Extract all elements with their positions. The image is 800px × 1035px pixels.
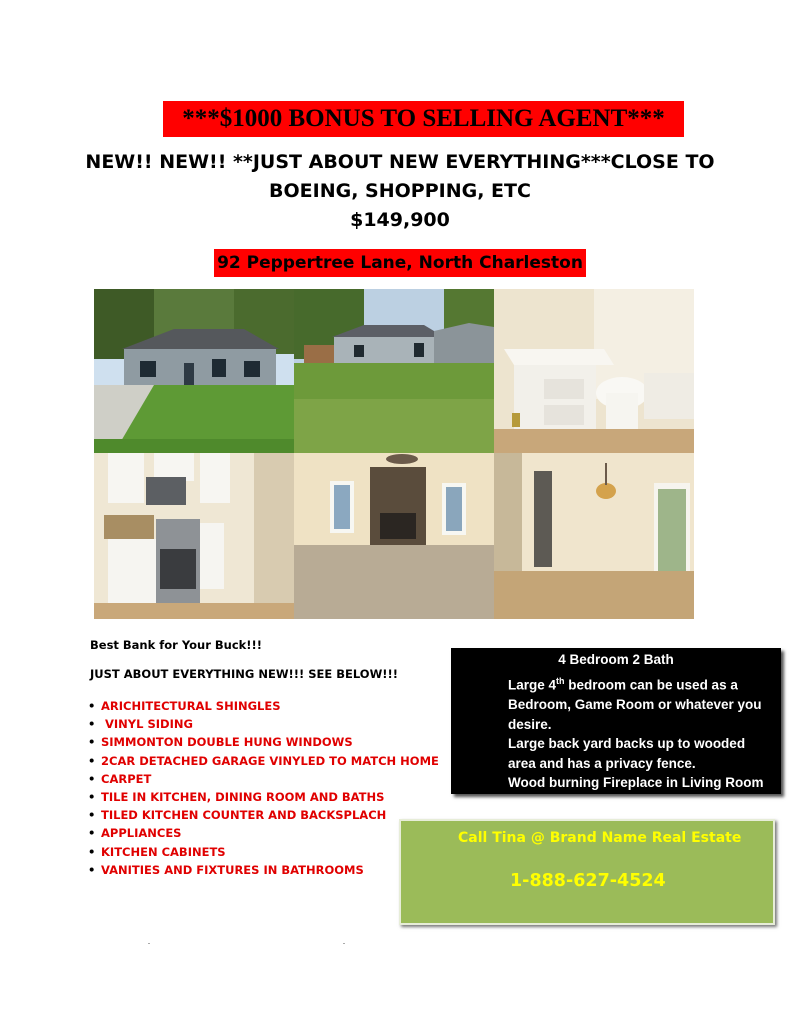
bullet-icon: • [88,753,96,768]
contact-box [399,819,775,925]
bullet-icon: • [88,826,96,841]
bullet-icon: • [88,844,96,859]
list-item: • ARICHITECTURAL SHINGLES [88,697,439,715]
bullet-icon: • [88,771,96,786]
features-subhead: JUST ABOUT EVERYTHING NEW!!! SEE BELOW!!! [90,667,398,681]
house-backyard-photo [294,289,494,453]
bullet-icon: • [88,790,96,805]
info-box-text [508,672,764,793]
bathroom-photo [494,289,694,453]
stray-mark [148,943,150,944]
kitchen-photo [94,453,294,619]
info-line-3: desire. [508,716,552,732]
price: $149,900 [350,209,450,231]
bullet-icon: • [88,808,96,823]
list-item: • 2CAR DETACHED GARAGE VINYLED TO MATCH HOME [88,752,439,770]
info-line-1: Large 4th bedroom can be used as a [508,676,738,693]
stray-mark [343,943,345,944]
address-banner: 92 Peppertree Lane, North Charleston [214,249,586,277]
bonus-banner: ***$1000 BONUS TO SELLING AGENT*** [163,101,684,137]
info-box-title: 4 Bedroom 2 Bath [558,652,674,667]
list-item: • SIMMONTON DOUBLE HUNG WINDOWS [88,733,439,751]
info-line-5: area and has a privacy fence. [508,755,696,771]
house-front-photo [94,289,294,453]
list-item: • TILE IN KITCHEN, DINING ROOM AND BATHS [88,788,439,806]
property-info-box [451,648,781,794]
headline-line-1: NEW!! NEW!! **JUST ABOUT NEW EVERYTHING***CLOSE TO [85,151,715,173]
list-item: • TILED KITCHEN COUNTER AND BACKSPLACH [88,806,439,824]
contact-name: Call Tina @ Brand Name Real Estate [458,830,742,846]
list-item: • APPLIANCES [88,824,439,842]
bullet-icon: • [88,862,96,877]
contact-phone[interactable]: 1-888-627-4524 [510,871,666,891]
bullet-icon: • [88,699,96,713]
list-item: • VINYL SIDING [88,715,439,733]
tagline: Best Bank for Your Buck!!! [90,638,263,652]
headline [60,148,740,206]
bullet-icon: • [88,717,96,732]
list-item: • KITCHEN CABINETS [88,843,439,861]
info-line-6: Wood burning Fireplace in Living Room [508,775,764,791]
dining-room-photo [494,453,694,619]
list-item: • VANITIES AND FIXTURES IN BATHROOMS [88,861,439,879]
bullet-icon: • [88,735,96,750]
headline-line-2: BOEING, SHOPPING, ETC [269,180,531,202]
living-room-fireplace-photo [294,453,494,619]
list-item: • CARPET [88,770,439,788]
info-line-2: Bedroom, Game Room or whatever you [508,697,762,713]
features-list [88,697,439,879]
info-line-4: Large back yard backs up to wooded [508,736,746,752]
